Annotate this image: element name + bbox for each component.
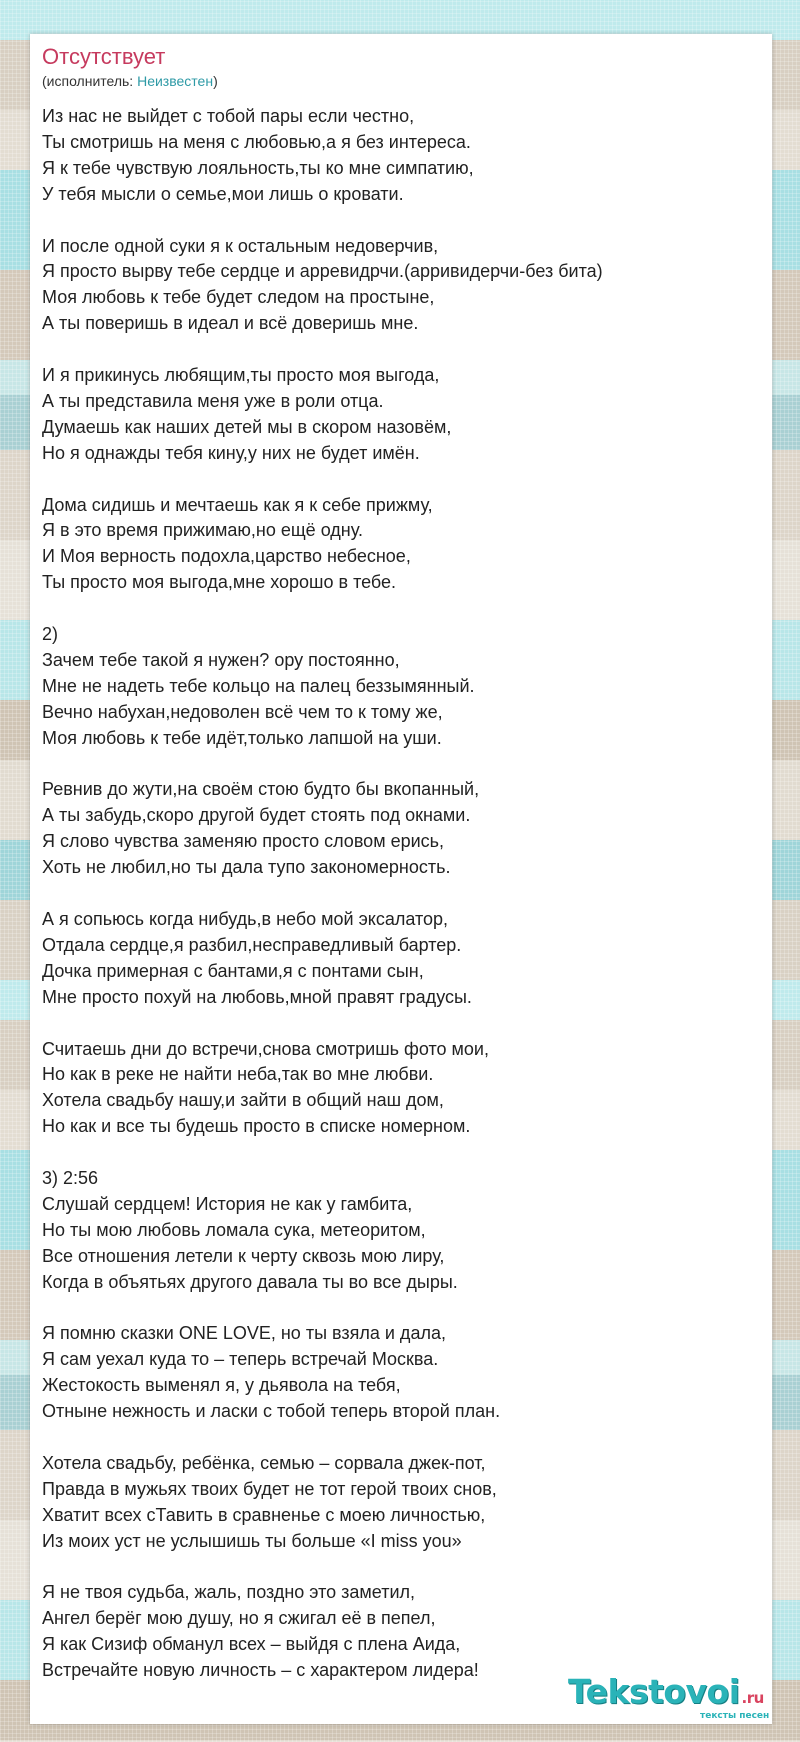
lyrics-line: Жестокость выменял я, у дьявола на тебя, <box>42 1375 401 1396</box>
lyrics-line: Мне не надеть тебе кольцо на палец беззымянный. <box>42 675 475 696</box>
lyrics-stanza <box>42 234 762 338</box>
lyrics-line: 3) 2:56 <box>42 1168 99 1189</box>
lyrics-stanza <box>42 1166 762 1296</box>
lyrics-stanza <box>42 104 762 208</box>
lyrics-stanza <box>42 1037 762 1141</box>
lyrics-body <box>42 104 762 1710</box>
lyrics-line: Но как и все ты будешь просто в списке номерном. <box>42 1116 471 1137</box>
lyrics-line: Из моих уст не услышишь ты больше «I miss you» <box>42 1530 462 1551</box>
lyrics-line: Но я однажды тебя кину,у них не будет имён. <box>42 442 420 463</box>
lyrics-line: Встречайте новую личность – с характером лидера! <box>42 1660 479 1681</box>
lyrics-stanza <box>42 1580 762 1684</box>
lyrics-line: Ангел берёг мою душу, но я сжигал её в пепел, <box>42 1608 436 1629</box>
lyrics-line: Когда в объятьях другого давала ты во все дыры. <box>42 1271 458 1292</box>
lyrics-line: Дома сидишь и мечтаешь как я к себе прижму, <box>42 494 433 515</box>
lyrics-line: Я как Сизиф обманул всех – выйдя с плена Аида, <box>42 1634 461 1655</box>
lyrics-stanza <box>42 622 762 752</box>
artist-suffix: ) <box>213 73 218 89</box>
lyrics-stanza <box>42 363 762 467</box>
lyrics-line: Я помню сказки ONE LOVE, но ты взяла и дала, <box>42 1323 446 1344</box>
lyrics-line: Хоть не любил,но ты дала тупо закономерность. <box>42 857 451 878</box>
lyrics-line: Мне просто похуй на любовь,мной правят градусы. <box>42 986 472 1007</box>
lyrics-line: У тебя мысли о семье,мои лишь о кровати. <box>42 183 404 204</box>
lyrics-line: Слушай сердцем! История не как у гамбита, <box>42 1193 413 1214</box>
lyrics-line: А ты забудь,скоро другой будет стоять под окнами. <box>42 805 471 826</box>
lyrics-line: Из нас не выйдет с тобой пары если честно, <box>42 106 415 126</box>
lyrics-line: 2) <box>42 624 59 645</box>
lyrics-line: Правда в мужьях твоих будет не тот герой твоих снов, <box>42 1478 497 1499</box>
logo-tld: .ru <box>741 1689 764 1707</box>
lyrics-line: Отныне нежность и ласки с тобой теперь второй план. <box>42 1401 501 1422</box>
lyrics-line: Все отношения летели к черту сквозь мою лиру, <box>42 1245 445 1266</box>
artist-line <box>42 73 218 89</box>
logo-name: Tekstovoi <box>568 1672 740 1711</box>
lyrics-line: Хотела свадьбу, ребёнка, семью – сорвала джек-пот, <box>42 1452 486 1473</box>
lyrics-line: А я сопьюсь когда нибудь,в небо мой эксалатор, <box>42 909 449 929</box>
lyrics-line: И Моя верность подохла,царство небесное, <box>42 546 411 567</box>
lyrics-line: Моя любовь к тебе будет следом на простыне, <box>42 287 435 308</box>
lyrics-line: Хватит всех сТавить в сравненье с моею личностью, <box>42 1504 486 1525</box>
lyrics-line: Но ты мою любовь ломала сука, метеоритом, <box>42 1219 426 1240</box>
lyrics-stanza <box>42 1321 762 1425</box>
lyrics-line: Я к тебе чувствую лояльность,ты ко мне симпатию, <box>42 157 474 178</box>
artist-prefix: (исполнитель: <box>42 73 138 89</box>
lyrics-line: Вечно набухан,недоволен всё чем то к тому же, <box>42 701 443 722</box>
lyrics-line: Но как в реке не найти неба,так во мне любви. <box>42 1064 434 1085</box>
site-logo[interactable] <box>568 1672 764 1711</box>
lyrics-line: Я просто вырву тебе сердце и арревидрчи.(арривидерчи-без бита) <box>42 261 603 282</box>
lyrics-line: Ты смотришь на меня с любовью,а я без интереса. <box>42 131 471 152</box>
lyrics-stanza <box>42 907 762 1011</box>
lyrics-line: Дочка примерная с бантами,я с понтами сын, <box>42 960 424 981</box>
lyrics-line: Зачем тебе такой я нужен? ору постоянно, <box>42 649 400 670</box>
lyrics-line: Думаешь как наших детей мы в скором назовём, <box>42 416 452 437</box>
lyrics-line: Я сам уехал куда то – теперь встречай Москва. <box>42 1349 439 1370</box>
lyrics-line: Я не твоя судьба, жаль, поздно это заметил, <box>42 1582 416 1603</box>
lyrics-line: А ты поверишь в идеал и всё доверишь мне. <box>42 313 419 334</box>
logo-tagline: тексты песен <box>700 1711 770 1721</box>
lyrics-stanza <box>42 493 762 597</box>
lyrics-line: Отдала сердце,я разбил,несправедливый бартер. <box>42 934 462 955</box>
lyrics-line: И я прикинусь любящим,ты просто моя выгода, <box>42 365 440 386</box>
lyrics-line: Хотела свадьбу нашу,и зайти в общий наш дом, <box>42 1090 444 1111</box>
song-title: Отсутствует <box>42 44 166 69</box>
lyrics-line: Ты просто моя выгода,мне хорошо в тебе. <box>42 572 397 593</box>
lyrics-line: Моя любовь к тебе идёт,только лапшой на уши. <box>42 727 442 748</box>
artist-link[interactable]: Неизвестен <box>137 73 214 89</box>
lyrics-line: Считаешь дни до встречи,снова смотришь фото мои, <box>42 1038 489 1059</box>
lyrics-line: А ты представила меня уже в роли отца. <box>42 390 384 411</box>
lyrics-line: Я в это время прижимаю,но ещё одну. <box>42 520 363 541</box>
lyrics-line: Я слово чувства заменяю просто словом ерись, <box>42 831 445 852</box>
lyrics-line: Ревнив до жути,на своём стою будто бы вкопанный, <box>42 779 480 800</box>
lyrics-stanza <box>42 1451 762 1555</box>
lyrics-stanza <box>42 777 762 881</box>
lyrics-line: И после одной суки я к остальным недоверчив, <box>42 235 439 256</box>
